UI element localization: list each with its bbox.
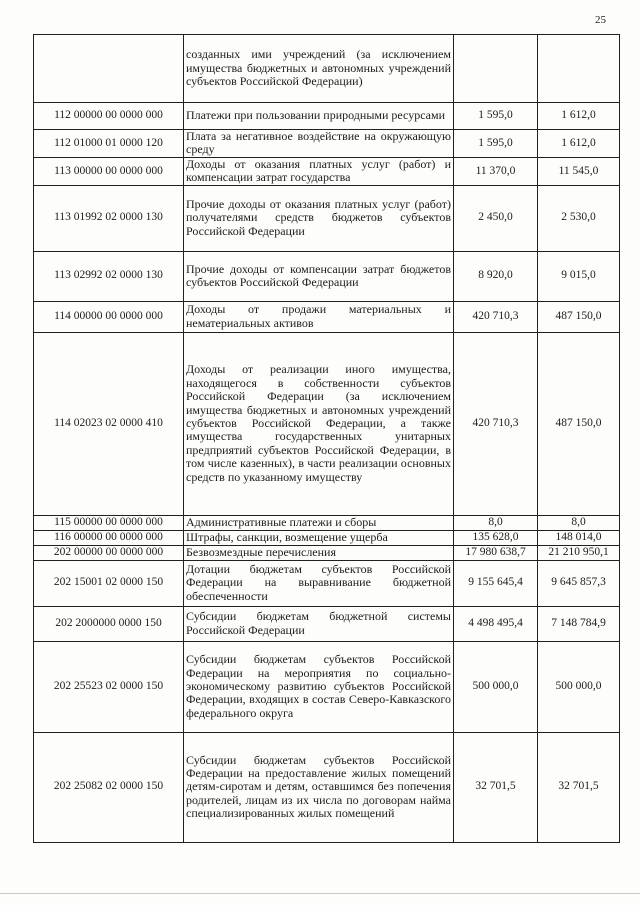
row-value-year-1: 2 450,0 bbox=[454, 185, 538, 251]
row-value-year-1: 135 628,0 bbox=[454, 530, 538, 545]
row-name: Доходы от оказания платных услуг (работ) и компенсации затрат государства bbox=[184, 157, 454, 185]
row-value-year-1: 1 595,0 bbox=[454, 103, 538, 130]
row-code: 202 2000000 0000 150 bbox=[34, 606, 184, 641]
row-value-year-1: 11 370,0 bbox=[454, 157, 538, 185]
row-value-year-1: 17 980 638,7 bbox=[454, 545, 538, 560]
row-value-year-2: 500 000,0 bbox=[538, 641, 620, 732]
table-row bbox=[34, 515, 620, 530]
table-row bbox=[34, 130, 620, 158]
row-code: 113 02992 02 0000 130 bbox=[34, 251, 184, 301]
table-row bbox=[34, 185, 620, 251]
revenue-table bbox=[33, 34, 620, 843]
table-row bbox=[34, 530, 620, 545]
table-row bbox=[34, 35, 620, 103]
row-code: 202 00000 00 0000 000 bbox=[34, 545, 184, 560]
row-name: Дотации бюджетам субъектов Российской Федерации на выравнивание бюджетной обеспеченности bbox=[184, 560, 454, 606]
row-value-year-2: 21 210 950,1 bbox=[538, 545, 620, 560]
row-value-year-2: 148 014,0 bbox=[538, 530, 620, 545]
row-value-year-2 bbox=[538, 35, 620, 103]
row-name: Доходы от продажи материальных и нематериальных активов bbox=[184, 301, 454, 332]
row-value-year-2: 9 645 857,3 bbox=[538, 560, 620, 606]
table-row bbox=[34, 332, 620, 515]
row-name: Субсидии бюджетам бюджетной системы Российской Федерации bbox=[184, 606, 454, 641]
row-value-year-2: 1 612,0 bbox=[538, 103, 620, 130]
row-name: Платежи при пользовании природными ресурсами bbox=[184, 103, 454, 130]
row-value-year-2: 9 015,0 bbox=[538, 251, 620, 301]
row-value-year-1: 1 595,0 bbox=[454, 130, 538, 158]
row-name: Прочие доходы от оказания платных услуг (работ) получателями средств бюджетов субъектов Российской Федерации bbox=[184, 185, 454, 251]
row-name: Штрафы, санкции, возмещение ущерба bbox=[184, 530, 454, 545]
row-name: Доходы от реализации иного имущества, находящегося в собственности субъектов Российской Федерации (за исключением имущества бюджетных и автономных учреждений субъектов Российской Федерации, а также имущества государственных унитарных предприятий субъектов Российской Федерации, в том числе казенных), в части реализации основных средств по указанному имуществу bbox=[184, 332, 454, 515]
row-value-year-2: 1 612,0 bbox=[538, 130, 620, 158]
page-edge-line bbox=[0, 893, 640, 894]
row-code: 112 01000 01 0000 120 bbox=[34, 130, 184, 158]
row-code bbox=[34, 35, 184, 103]
row-value-year-1: 9 155 645,4 bbox=[454, 560, 538, 606]
row-code: 112 00000 00 0000 000 bbox=[34, 103, 184, 130]
row-code: 114 02023 02 0000 410 bbox=[34, 332, 184, 515]
row-code: 202 25082 02 0000 150 bbox=[34, 732, 184, 842]
row-value-year-2: 11 545,0 bbox=[538, 157, 620, 185]
row-value-year-2: 7 148 784,9 bbox=[538, 606, 620, 641]
row-name: созданных ими учреждений (за исключением имущества бюджетных и автономных учреждений субъектов Российской Федерации) bbox=[184, 35, 454, 103]
table-row bbox=[34, 103, 620, 130]
table-row bbox=[34, 606, 620, 641]
row-code: 114 00000 00 0000 000 bbox=[34, 301, 184, 332]
row-code: 116 00000 00 0000 000 bbox=[34, 530, 184, 545]
row-value-year-1 bbox=[454, 35, 538, 103]
row-value-year-2: 487 150,0 bbox=[538, 301, 620, 332]
row-code: 115 00000 00 0000 000 bbox=[34, 515, 184, 530]
row-code: 202 25523 02 0000 150 bbox=[34, 641, 184, 732]
table-row bbox=[34, 301, 620, 332]
row-name: Прочие доходы от компенсации затрат бюджетов субъектов Российской Федерации bbox=[184, 251, 454, 301]
row-name: Субсидии бюджетам субъектов Российской Федерации на мероприятия по социально-экономическому развитию субъектов Российской Федерации, входящих в состав Северо-Кавказского федерального округа bbox=[184, 641, 454, 732]
table-row bbox=[34, 560, 620, 606]
row-code: 113 01992 02 0000 130 bbox=[34, 185, 184, 251]
row-value-year-2: 2 530,0 bbox=[538, 185, 620, 251]
page-number: 25 bbox=[595, 14, 606, 26]
row-value-year-2: 8,0 bbox=[538, 515, 620, 530]
row-name: Безвозмездные перечисления bbox=[184, 545, 454, 560]
table-row bbox=[34, 732, 620, 842]
row-code: 202 15001 02 0000 150 bbox=[34, 560, 184, 606]
row-value-year-1: 4 498 495,4 bbox=[454, 606, 538, 641]
row-value-year-1: 32 701,5 bbox=[454, 732, 538, 842]
row-value-year-2: 32 701,5 bbox=[538, 732, 620, 842]
row-name: Субсидии бюджетам субъектов Российской Федерации на предоставление жилых помещений детям-сиротам и детям, оставшимся без попечения родителей, лицам из их числа по договорам найма специализированных жилых помещений bbox=[184, 732, 454, 842]
row-code: 113 00000 00 0000 000 bbox=[34, 157, 184, 185]
table-row bbox=[34, 251, 620, 301]
table-row bbox=[34, 545, 620, 560]
row-value-year-1: 8,0 bbox=[454, 515, 538, 530]
row-value-year-1: 500 000,0 bbox=[454, 641, 538, 732]
row-value-year-1: 420 710,3 bbox=[454, 332, 538, 515]
row-name: Административные платежи и сборы bbox=[184, 515, 454, 530]
row-value-year-1: 8 920,0 bbox=[454, 251, 538, 301]
row-value-year-2: 487 150,0 bbox=[538, 332, 620, 515]
table-row bbox=[34, 157, 620, 185]
table-row bbox=[34, 641, 620, 732]
row-name: Плата за негативное воздействие на окружающую среду bbox=[184, 130, 454, 158]
row-value-year-1: 420 710,3 bbox=[454, 301, 538, 332]
